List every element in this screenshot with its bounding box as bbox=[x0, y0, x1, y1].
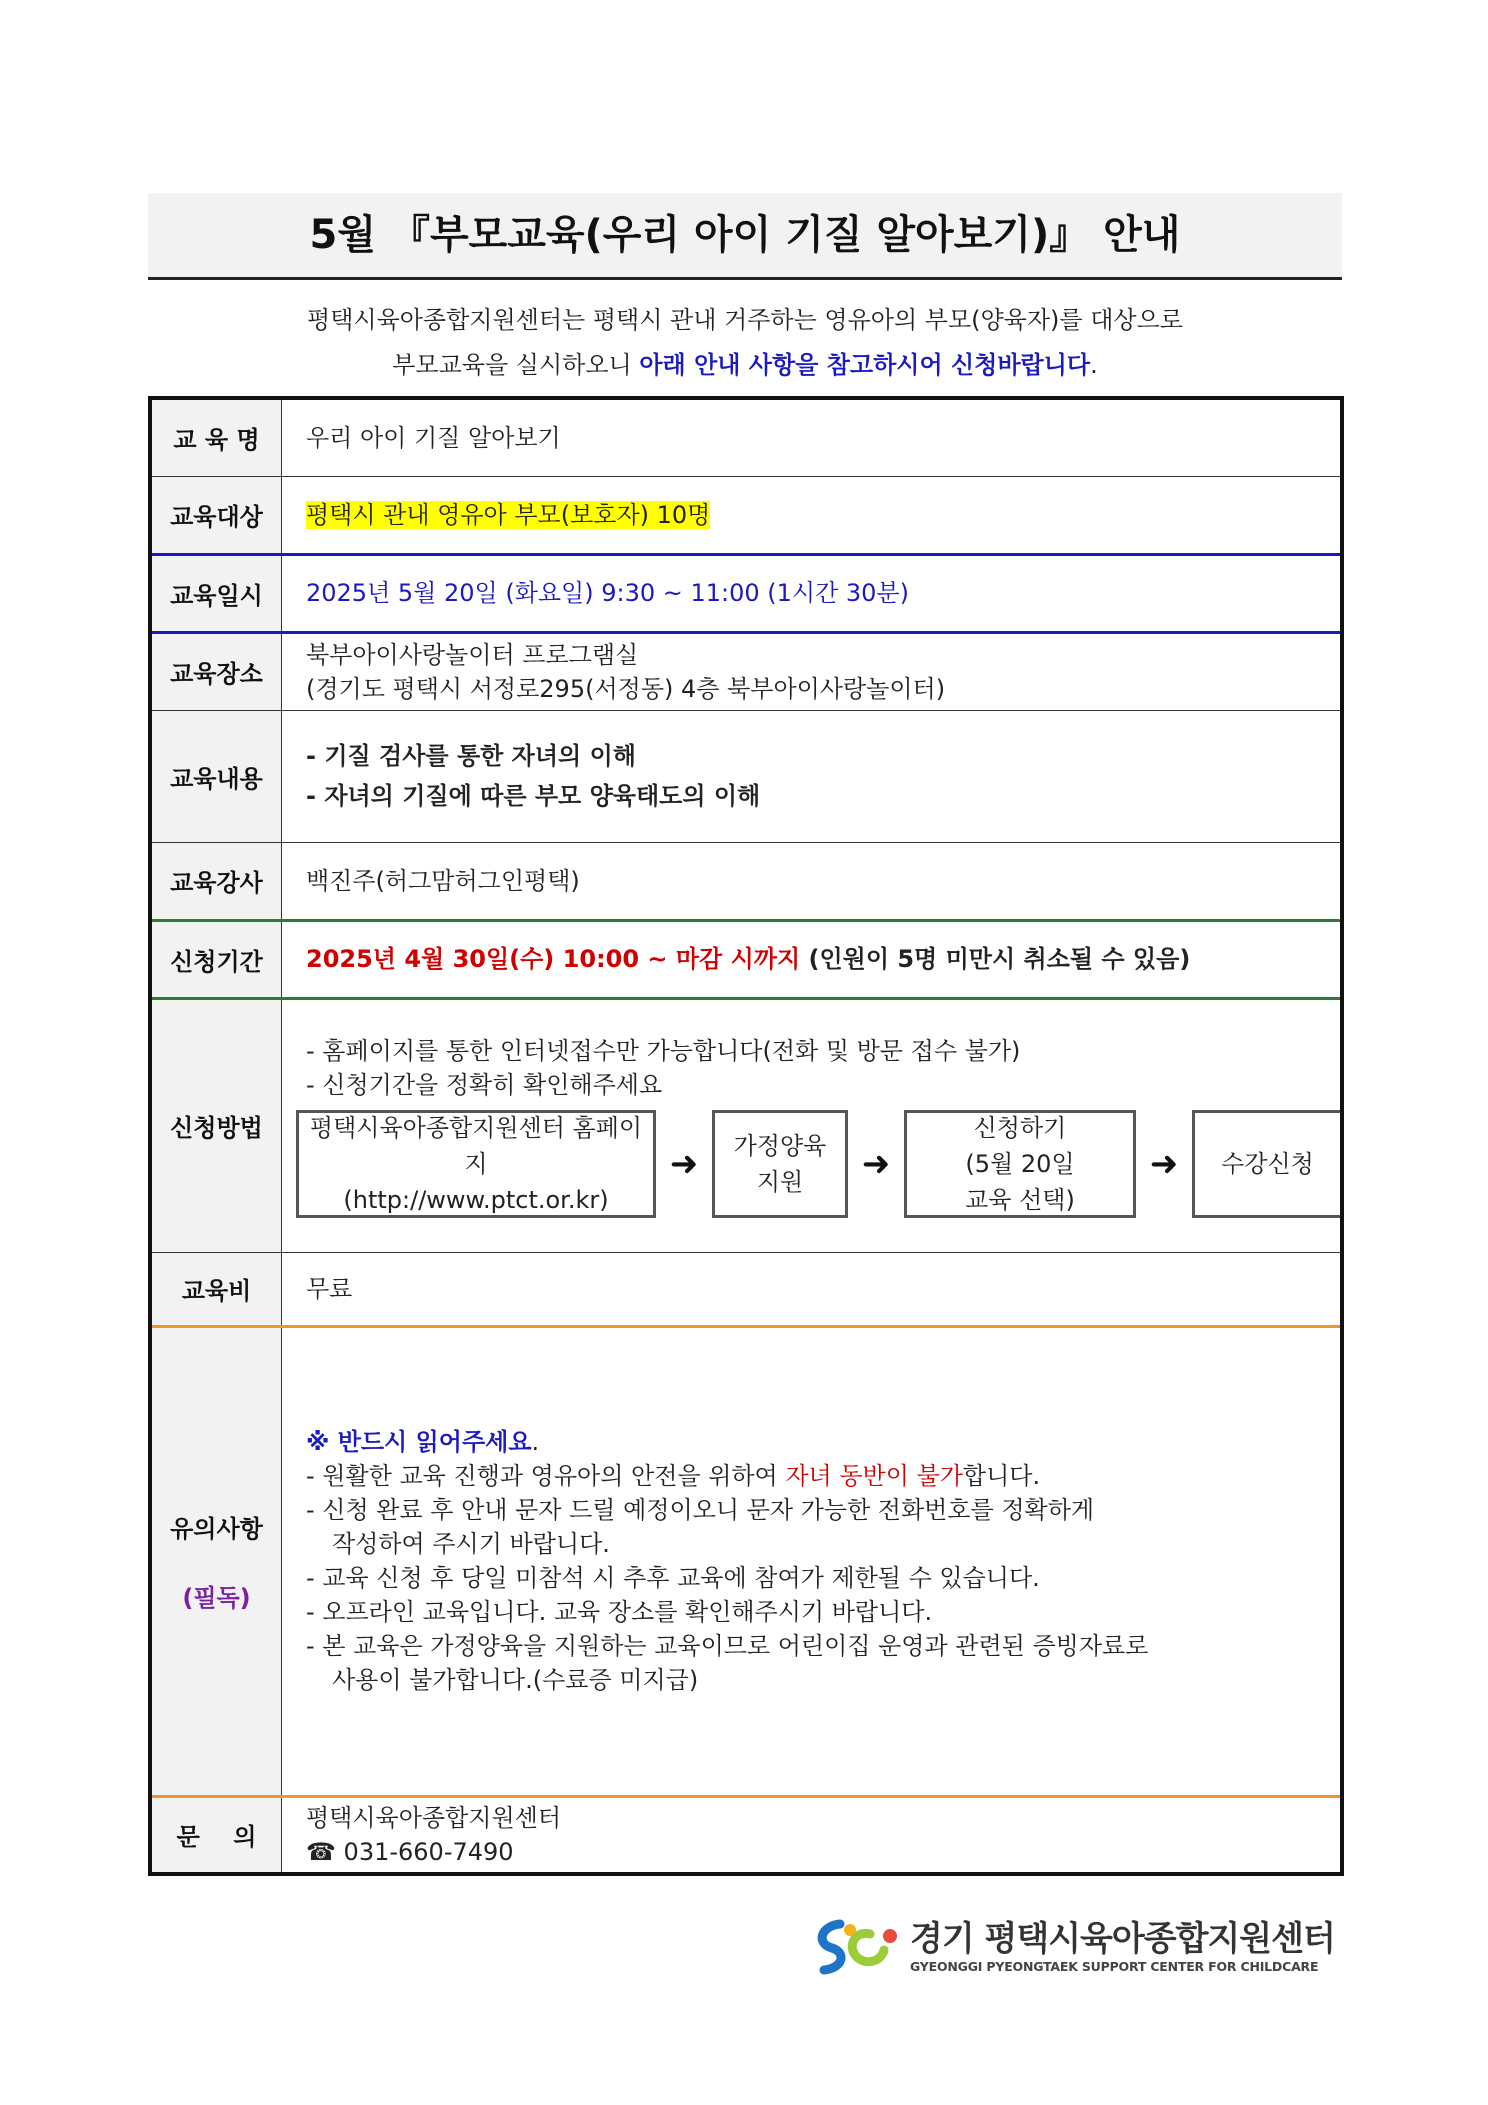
value-target-cell bbox=[282, 476, 1343, 554]
label-lecturer: 교육강사 bbox=[150, 842, 282, 920]
row-date bbox=[150, 554, 1342, 632]
step-register: 수강신청 bbox=[1192, 1110, 1340, 1218]
value-target: 평택시 관내 영유아 부모(보호자) 10명 bbox=[306, 500, 711, 529]
row-method bbox=[150, 998, 1342, 1252]
note-2b: 작성하여 주시기 바랍니다. bbox=[332, 1530, 610, 1558]
step-homepage-url: (http://www.ptct.or.kr) bbox=[343, 1185, 609, 1214]
value-period bbox=[282, 920, 1343, 998]
logo-org-korean: 경기 평택시육아종합지원센터 bbox=[910, 1919, 1335, 1959]
row-content bbox=[150, 710, 1342, 842]
label-period: 신청기간 bbox=[150, 920, 282, 998]
value-notes bbox=[282, 1326, 1343, 1796]
period-note: (인원이 5명 미만시 취소될 수 있음) bbox=[800, 945, 1191, 973]
step-apply-line-2: (5월 20일 bbox=[965, 1149, 1075, 1178]
value-fee: 무료 bbox=[282, 1252, 1343, 1326]
step-homepage bbox=[296, 1110, 656, 1218]
value-contact bbox=[282, 1796, 1343, 1874]
step-homepage-title: 평택시육아종합지원센터 홈페이지 bbox=[309, 1113, 643, 1178]
place-line-2: (경기도 평택시 서정로295(서정동) 4층 북부아이사랑놀이터) bbox=[306, 674, 946, 703]
notes-must-read: (필독) bbox=[182, 1584, 251, 1612]
row-notes bbox=[150, 1326, 1342, 1796]
note-5b: 사용이 불가합니다.(수료증 미지급) bbox=[332, 1666, 699, 1694]
method-line-1: - 홈페이지를 통한 인터넷접수만 가능합니다(전화 및 방문 접수 불가) bbox=[306, 1036, 1021, 1065]
value-place bbox=[282, 632, 1343, 710]
value-name: 우리 아이 기질 알아보기 bbox=[282, 398, 1343, 476]
row-target bbox=[150, 476, 1342, 554]
intro-line-2-prefix: 부모교육을 실시하오니 bbox=[392, 351, 640, 379]
intro-line-2-emphasis: 아래 안내 사항을 참고하시어 신청바랍니다 bbox=[639, 351, 1091, 379]
contact-phone: 031-660-7490 bbox=[343, 1837, 514, 1866]
note-1-suffix: 합니다. bbox=[962, 1462, 1041, 1490]
label-name: 교 육 명 bbox=[150, 398, 282, 476]
step-home-care bbox=[712, 1110, 848, 1218]
arrow-right-icon: ➜ bbox=[669, 1143, 699, 1184]
contact-org: 평택시육아종합지원센터 bbox=[306, 1803, 562, 1832]
note-2a: - 신청 완료 후 안내 문자 드릴 예정이오니 문자 가능한 전화번호를 정확하게 bbox=[306, 1496, 1095, 1524]
page-title: 5월 『부모교육(우리 아이 기질 알아보기)』 안내 bbox=[309, 212, 1181, 258]
method-line-2: - 신청기간을 정확히 확인해주세요 bbox=[306, 1070, 663, 1099]
content-item-1: - 기질 검사를 통한 자녀의 이해 bbox=[306, 742, 636, 770]
step-apply-line-3: 교육 선택) bbox=[965, 1185, 1075, 1214]
period-dates: 2025년 4월 30일(수) 10:00 ~ 마감 시까지 bbox=[306, 945, 801, 973]
notes-head bbox=[306, 1425, 1340, 1459]
footer-logo bbox=[810, 1912, 1350, 1982]
label-notes-cell bbox=[150, 1326, 282, 1796]
label-contact: 문 의 bbox=[150, 1796, 282, 1874]
row-fee bbox=[150, 1252, 1342, 1326]
row-period bbox=[150, 920, 1342, 998]
label-place: 교육장소 bbox=[150, 632, 282, 710]
notes-head-dot: . bbox=[531, 1428, 540, 1456]
note-1-emphasis: 자녀 동반이 불가 bbox=[785, 1462, 963, 1490]
title-banner bbox=[148, 193, 1342, 280]
step-apply-line-1: 신청하기 bbox=[973, 1113, 1067, 1142]
note-5a: - 본 교육은 가정양육을 지원하는 교육이므로 어린이집 운영과 관련된 증빙자료로 bbox=[306, 1632, 1149, 1660]
intro-line-2-suffix: . bbox=[1090, 351, 1098, 379]
row-contact bbox=[150, 1796, 1342, 1874]
intro-text bbox=[148, 298, 1342, 388]
org-logo-icon bbox=[810, 1914, 902, 1980]
label-date: 교육일시 bbox=[150, 554, 282, 632]
content-item-2: - 자녀의 기질에 따른 부모 양육태도의 이해 bbox=[306, 782, 761, 810]
value-method bbox=[282, 998, 1343, 1252]
step-apply bbox=[904, 1110, 1136, 1218]
label-target: 교육대상 bbox=[150, 476, 282, 554]
label-notes: 유의사항 bbox=[170, 1515, 263, 1543]
note-1 bbox=[306, 1459, 1340, 1493]
label-content: 교육내용 bbox=[150, 710, 282, 842]
row-lecturer bbox=[150, 842, 1342, 920]
note-1-prefix: - 원활한 교육 진행과 영유아의 안전을 위하여 bbox=[306, 1462, 786, 1490]
value-content bbox=[282, 710, 1343, 842]
place-line-1: 북부아이사랑놀이터 프로그램실 bbox=[306, 640, 639, 669]
logo-text bbox=[910, 1919, 1335, 1975]
note-3: - 교육 신청 후 당일 미참석 시 추후 교육에 참여가 제한될 수 있습니다. bbox=[306, 1564, 1040, 1592]
note-4: - 오프라인 교육입니다. 교육 장소를 확인해주시기 바랍니다. bbox=[306, 1598, 933, 1626]
value-date: 2025년 5월 20일 (화요일) 9:30 ~ 11:00 (1시간 30분) bbox=[282, 554, 1343, 632]
step-home-care-line-1: 가정양육 bbox=[733, 1131, 827, 1160]
logo-org-english: GYEONGGI PYEONGTAEK SUPPORT CENTER FOR CHILDCARE bbox=[910, 1959, 1319, 1974]
method-steps bbox=[296, 1110, 1340, 1218]
row-place bbox=[150, 632, 1342, 710]
label-method: 신청방법 bbox=[150, 998, 282, 1252]
intro-line-2 bbox=[148, 343, 1342, 388]
arrow-right-icon: ➜ bbox=[861, 1143, 891, 1184]
value-lecturer: 백진주(허그맘허그인평택) bbox=[282, 842, 1343, 920]
notes-head-text: ※ 반드시 읽어주세요 bbox=[306, 1428, 532, 1456]
label-fee: 교육비 bbox=[150, 1252, 282, 1326]
step-home-care-line-2: 지원 bbox=[756, 1167, 804, 1196]
contact-phone-line bbox=[306, 1835, 1340, 1869]
arrow-right-icon: ➜ bbox=[1149, 1143, 1179, 1184]
info-table bbox=[148, 396, 1344, 1876]
phone-icon: ☎ bbox=[306, 1837, 336, 1866]
row-name bbox=[150, 398, 1342, 476]
intro-line-1: 평택시육아종합지원센터는 평택시 관내 거주하는 영유아의 부모(양육자)를 대상으로 bbox=[307, 306, 1183, 334]
